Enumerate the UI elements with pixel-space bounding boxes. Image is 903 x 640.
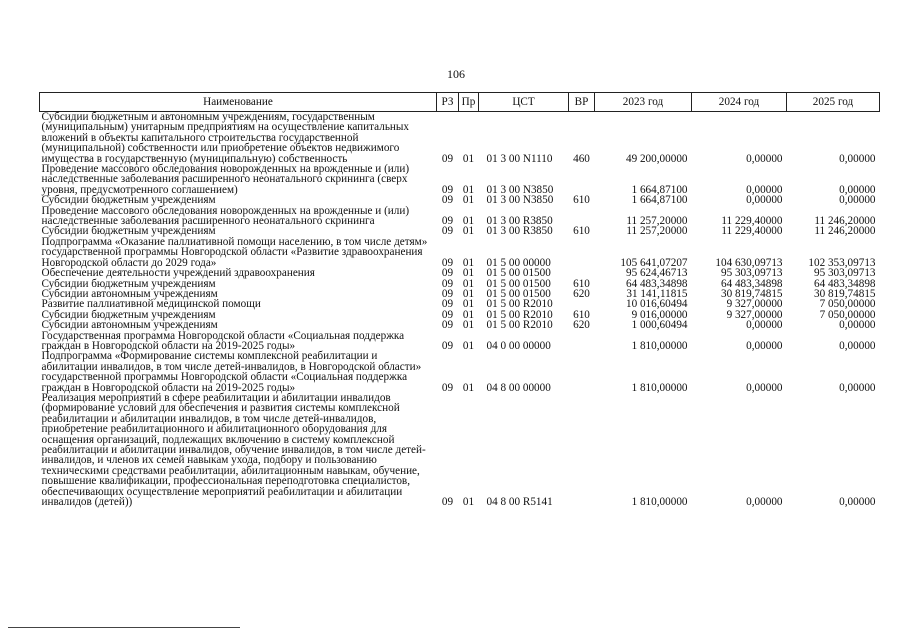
cell-2023: 1 810,00000 [631,381,688,394]
cell-pr: 01 [462,277,475,290]
cell-cst: 01 3 00 R3850 [486,225,553,238]
page-number: 106 [447,67,465,81]
table-row [40,164,880,195]
table-row [40,393,880,507]
cell-2023: 9 016,00000 [631,308,688,321]
cell-name: Субсидии бюджетным и автономным учреждениям, государственным (муниципальным) унитарным предприятиям на осуществление капитальных вложений в объекты капитального строительства государственной (муниципальной) собственности или приобретение объектов недвижимого имущества в государственную (муниципальную) собственность [41,111,410,165]
cell-cst: 01 5 00 01500 [486,277,551,290]
header-pr: Пр [459,93,479,112]
cell-2024: 30 819,74815 [720,287,783,300]
cell-cst: 01 3 00 N1110 [486,152,553,165]
cell-2024: 64 483,34898 [720,277,783,290]
cell-vr: 460 [573,152,590,165]
cell-pr: 01 [462,194,475,207]
cell-rz: 09 [441,298,454,311]
cell-vr [569,331,595,352]
cell-2024: 0,00000 [746,152,783,165]
table-body [40,112,880,508]
cell-rz: 09 [441,496,454,509]
cell-cst: 01 5 00 R2010 [486,308,553,321]
cell-rz: 09 [441,225,454,238]
table-row [40,206,880,227]
table-header-row [40,93,880,112]
cell-name: Субсидии бюджетным учреждениям [41,308,216,321]
cell-2024: 0,00000 [746,183,783,196]
cell-2025: 102 353,09713 [808,256,876,269]
cell-2024: 11 229,40000 [721,215,783,228]
cell-name: Обеспечение деятельности учреждений здравоохранения [41,267,315,280]
cell-rz: 09 [441,339,454,352]
cell-pr: 01 [462,298,475,311]
header-name: Наименование [40,93,437,112]
cell-2025: 0,00000 [839,152,876,165]
cell-2025: 30 819,74815 [813,287,876,300]
table-row [40,237,880,268]
table-row [40,331,880,352]
cell-2025: 7 050,00000 [819,308,876,321]
cell-2024: 0,00000 [746,496,783,509]
cell-pr: 01 [462,152,475,165]
cell-2025: 0,00000 [839,194,876,207]
cell-2023: 1 664,87100 [631,183,688,196]
cell-vr: 610 [573,277,590,290]
table-row [40,112,880,165]
cell-2024: 0,00000 [746,319,783,332]
cell-name: Реализация мероприятий в сфере реабилитации и абилитации инвалидов (формирование условий для обеспечения и развития системы комплексной реабилитации и абилитации инвалидов, в том числе детей-инвалидов, приобретение реабилитационного и абилитационного оборудования для оснащения организаций, подлежащих включению в систему комплексной реабилитации и абилитации инвалидов, обучение инвалидов, в том числе детей-инвалидов, и членов их семей навыкам ухода, подбору и пользованию техническими средствами реабилитации, абилитационным навыкам, обучение, повышение квалификации, профессиональная переподготовка специалистов, обеспечивающих осуществление мероприятий реабилитации и абилитации инвалидов (детей)) [41,391,426,509]
table-row [40,351,880,393]
cell-2023: 1 664,87100 [631,194,688,207]
cell-2025: 11 246,20000 [814,215,876,228]
table-row [40,320,880,330]
header-2024: 2024 год [692,93,787,112]
cell-vr: 620 [573,287,590,300]
cell-name: Проведение массового обследования новорожденных на врожденные и (или) наследственные заболевания расширенного неонатального скрининга (сверх уровня, предусмотренного соглашением) [41,163,410,196]
cell-cst: 01 3 00 N3850 [486,183,554,196]
cell-name: Субсидии автономным учреждениям [41,319,218,332]
cell-2023: 105 641,07207 [620,256,688,269]
cell-2024: 11 229,40000 [721,225,783,238]
cell-2023: 1 810,00000 [631,339,688,352]
cell-rz: 09 [441,152,454,165]
cell-pr: 01 [462,319,475,332]
cell-name: Субсидии автономным учреждениям [41,287,218,300]
cell-cst: 01 5 00 01500 [486,267,551,280]
header-2023: 2023 год [595,93,692,112]
cell-2025: 64 483,34898 [813,277,876,290]
cell-2023: 10 016,60494 [625,298,688,311]
cell-cst: 04 8 00 00000 [486,381,551,394]
cell-pr: 01 [462,287,475,300]
header-rz: РЗ [437,93,459,112]
cell-2025: 0,00000 [839,381,876,394]
cell-rz: 09 [441,381,454,394]
cell-2023: 1 000,60494 [631,319,688,332]
table-row [40,268,880,278]
cell-pr: 01 [462,215,475,228]
cell-vr [569,268,595,278]
cell-2025: 11 246,20000 [814,225,876,238]
cell-name: Подпрограмма «Оказание паллиативной помощи населению, в том числе детям» государственной программы Новгородской области «Развитие здравоохранения Новгородской области до 2029 года» [41,235,428,269]
budget-table [39,92,880,507]
cell-name: Субсидии бюджетным учреждениям [41,194,216,207]
cell-vr [569,164,595,195]
cell-2024: 0,00000 [746,194,783,207]
cell-cst: 01 5 00 R2010 [486,319,553,332]
header-cst: ЦСТ [479,93,569,112]
cell-pr: 01 [462,267,475,280]
cell-2025: 0,00000 [839,319,876,332]
cell-name: Подпрограмма «Формирование системы комплексной реабилитации и абилитации инвалидов, в том числе детей-инвалидов, в Новгородской области» государственной программы Новгородской области «Социальная поддержка граждан в Новгородской области на 2019-2025 годы» [41,350,422,394]
cell-name: Государственная программа Новгородской области «Социальная поддержка граждан в Новгородской области на 2019-2025 годы» [41,329,405,352]
cell-cst: 04 0 00 00000 [486,339,551,352]
cell-2024: 0,00000 [746,381,783,394]
cell-2024: 0,00000 [746,339,783,352]
cell-2024: 95 303,09713 [720,267,783,280]
cell-pr: 01 [462,256,475,269]
footnote-rule [8,627,240,628]
cell-2023: 95 624,46713 [625,267,688,280]
cell-vr: 610 [573,225,590,238]
cell-pr: 01 [462,339,475,352]
cell-cst: 04 8 00 R5141 [486,496,553,509]
header-vr: ВР [569,93,595,112]
cell-rz: 09 [441,308,454,321]
header-2025: 2025 год [787,93,880,112]
cell-2024: 9 327,00000 [726,298,783,311]
cell-rz: 09 [441,319,454,332]
cell-cst: 01 5 00 00000 [486,256,551,269]
cell-cst: 01 5 00 R2010 [486,298,553,311]
cell-name: Субсидии бюджетным учреждениям [41,277,216,290]
cell-pr: 01 [462,308,475,321]
cell-name: Проведение массового обследования новорожденных на врожденные и (или) наследственные заболевания расширенного неонатального скрининга [41,204,410,228]
cell-cst: 01 3 00 N3850 [486,194,554,207]
cell-2023: 49 200,00000 [625,152,688,165]
cell-pr: 01 [462,496,475,509]
cell-vr [569,237,595,268]
cell-2023: 1 810,00000 [631,496,688,509]
cell-2025: 0,00000 [839,496,876,509]
cell-vr: 610 [573,194,590,207]
cell-pr: 01 [462,381,475,394]
cell-rz: 09 [441,183,454,196]
cell-rz: 09 [441,215,454,228]
cell-vr [569,393,595,507]
cell-2025: 0,00000 [839,183,876,196]
cell-cst: 01 5 00 01500 [486,287,551,300]
cell-vr [569,206,595,227]
cell-rz: 09 [441,287,454,300]
cell-rz: 09 [441,267,454,280]
cell-2024: 9 327,00000 [726,308,783,321]
cell-vr [569,351,595,393]
cell-2024: 104 630,09713 [715,256,783,269]
cell-2023: 31 141,11815 [626,287,688,300]
cell-rz: 09 [441,277,454,290]
cell-pr: 01 [462,183,475,196]
cell-name: Субсидии бюджетным учреждениям [41,225,216,238]
cell-pr: 01 [462,225,475,238]
cell-vr: 620 [573,319,590,332]
cell-vr: 610 [573,308,590,321]
cell-name: Развитие паллиативной медицинской помощи [41,298,261,311]
cell-2023: 11 257,20000 [626,215,688,228]
cell-2025: 95 303,09713 [813,267,876,280]
cell-rz: 09 [441,194,454,207]
cell-2023: 64 483,34898 [625,277,688,290]
cell-rz: 09 [441,256,454,269]
cell-2025: 7 050,00000 [819,298,876,311]
cell-2025: 0,00000 [839,339,876,352]
cell-cst: 01 3 00 R3850 [486,215,553,228]
cell-2023: 11 257,20000 [626,225,688,238]
